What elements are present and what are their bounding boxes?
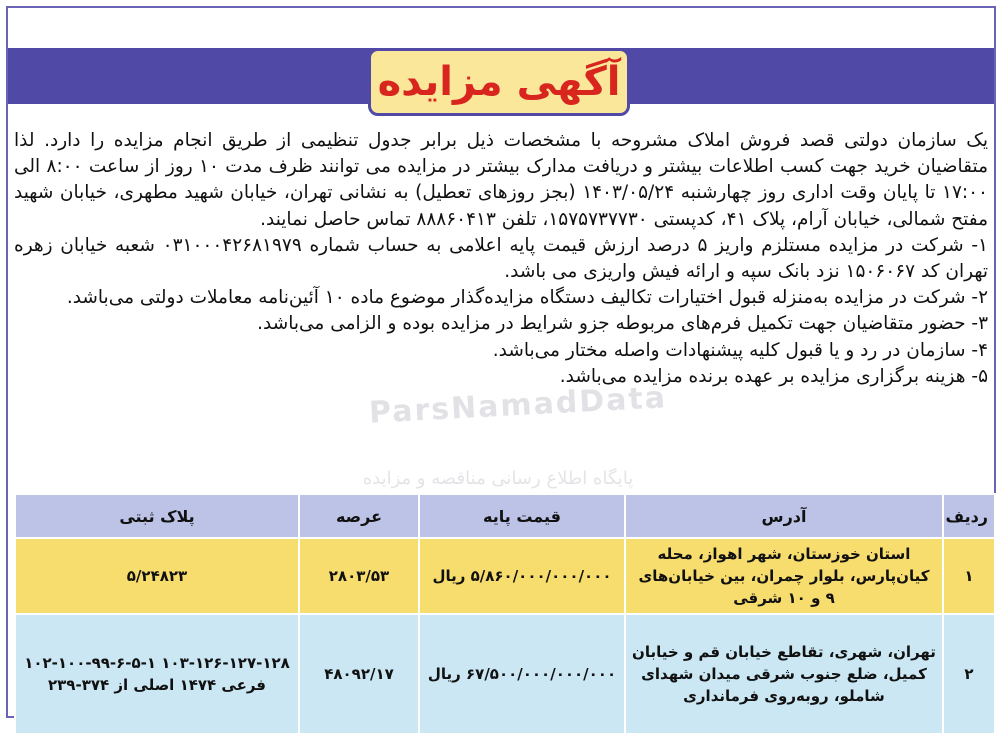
condition-item: ۳- حضور متقاضیان جهت تکمیل فرم‌های مربوطه جزو شرایط در مزایده بوده و الزامی می‌باشد. [257, 313, 988, 335]
notice-body [14, 128, 988, 390]
condition-item: ۴- سازمان در رد و یا قبول کلیه پیشنهادات واصله مختار می‌باشد. [492, 339, 988, 361]
watermark-caption: پایگاه اطلاع رسانی مناقصه و مزایده [362, 468, 634, 489]
table-row [15, 538, 995, 614]
notice-page [6, 6, 996, 718]
cell-address: تهران، شهری، تقاطع خیابان قم و خیابان کمیل، ضلع جنوب شرقی میدان شهدای شاملو، روبه‌روی فرمانداری [625, 614, 943, 734]
header-area: عرصه [299, 494, 419, 538]
cell-plak: ۵/۲۴۸۲۳ [15, 538, 299, 614]
condition-item: ۵- هزینه برگزاری مزایده بر عهده برنده مزایده می‌باشد. [559, 365, 988, 387]
conditions-list [14, 233, 988, 390]
condition-item: ۲- شرکت در مزایده به‌منزله قبول اختیارات تکالیف دستگاه مزایده‌گذار موضوع ماده ۱۰ آئین‌نامه معاملات دولتی می‌باشد. [66, 287, 988, 309]
notice-title-text: آگهی مزایده [377, 59, 621, 105]
header-base-price: قیمت پایه [419, 494, 625, 538]
watermark-logo: ParsNamadData [368, 380, 668, 431]
cell-address: استان خوزستان، شهر اهواز، محله کیان‌پارس، بلوار چمران، بین خیابان‌های ۹ و ۱۰ شرقی [625, 538, 943, 614]
cell-area: ۴۸۰۹۲/۱۷ [299, 614, 419, 734]
cell-base-price: ۵/۸۶۰/۰۰۰/۰۰۰/۰۰۰ ریال [419, 538, 625, 614]
properties-table [14, 493, 996, 735]
header-address: آدرس [625, 494, 943, 538]
table-row [15, 614, 995, 734]
table-header-row [15, 494, 995, 538]
notice-title [368, 48, 630, 116]
header-row-number: ردیف [943, 494, 995, 538]
cell-row-number: ۱ [943, 538, 995, 614]
cell-base-price: ۶۷/۵۰۰/۰۰۰/۰۰۰/۰۰۰ ریال [419, 614, 625, 734]
intro-paragraph: یک سازمان دولتی قصد فروش املاک مشروحه با مشخصات ذیل برابر جدول تنظیمی از طریق انجام مزایده را دارد. لذا متقاضیان خرید جهت کسب اطلاعات بیشتر و دریافت مدارک بیشتر در مزایده می توانند ظرف مدت ۱۰ روز از ساعت ۸:۰۰ الی ۱۷:۰۰ تا پایان وقت اداری روز چهارشنبه ۱۴۰۳/۰۵/۲۴ (بجز روزهای تعطیل) به نشانی تهران، خیابان شهید مطهری، خیابان شهید مفتح شمالی، خیابان آرام، پلاک ۴۱، کدپستی ۱۵۷۵۷۳۷۷۳۰، تلفن ۸۸۸۶۰۴۱۳ تماس حاصل نمایند. [14, 130, 989, 230]
cell-plak: ۱۰۳-۱۲۶-۱۲۷-۱۲۸ ۱۰۲-۱۰۰-۹۹-۶-۵-۱ فرعی ۱۴۷۴ اصلی از ۳۷۴-۲۳۹ [15, 614, 299, 734]
cell-row-number: ۲ [943, 614, 995, 734]
cell-area: ۲۸۰۳/۵۳ [299, 538, 419, 614]
condition-item: ۱- شرکت در مزایده مستلزم واریز ۵ درصد ارزش قیمت پایه اعلامی به حساب شماره ۰۳۱۰۰۰۴۲۶۸۱۹۷۹ شعبه خیابان زهره تهران کد ۱۵۰۶۰۶۷ نزد بانک سپه و ارائه فیش واریزی می باشد. [14, 234, 988, 283]
header-plak: پلاک ثبتی [15, 494, 299, 538]
